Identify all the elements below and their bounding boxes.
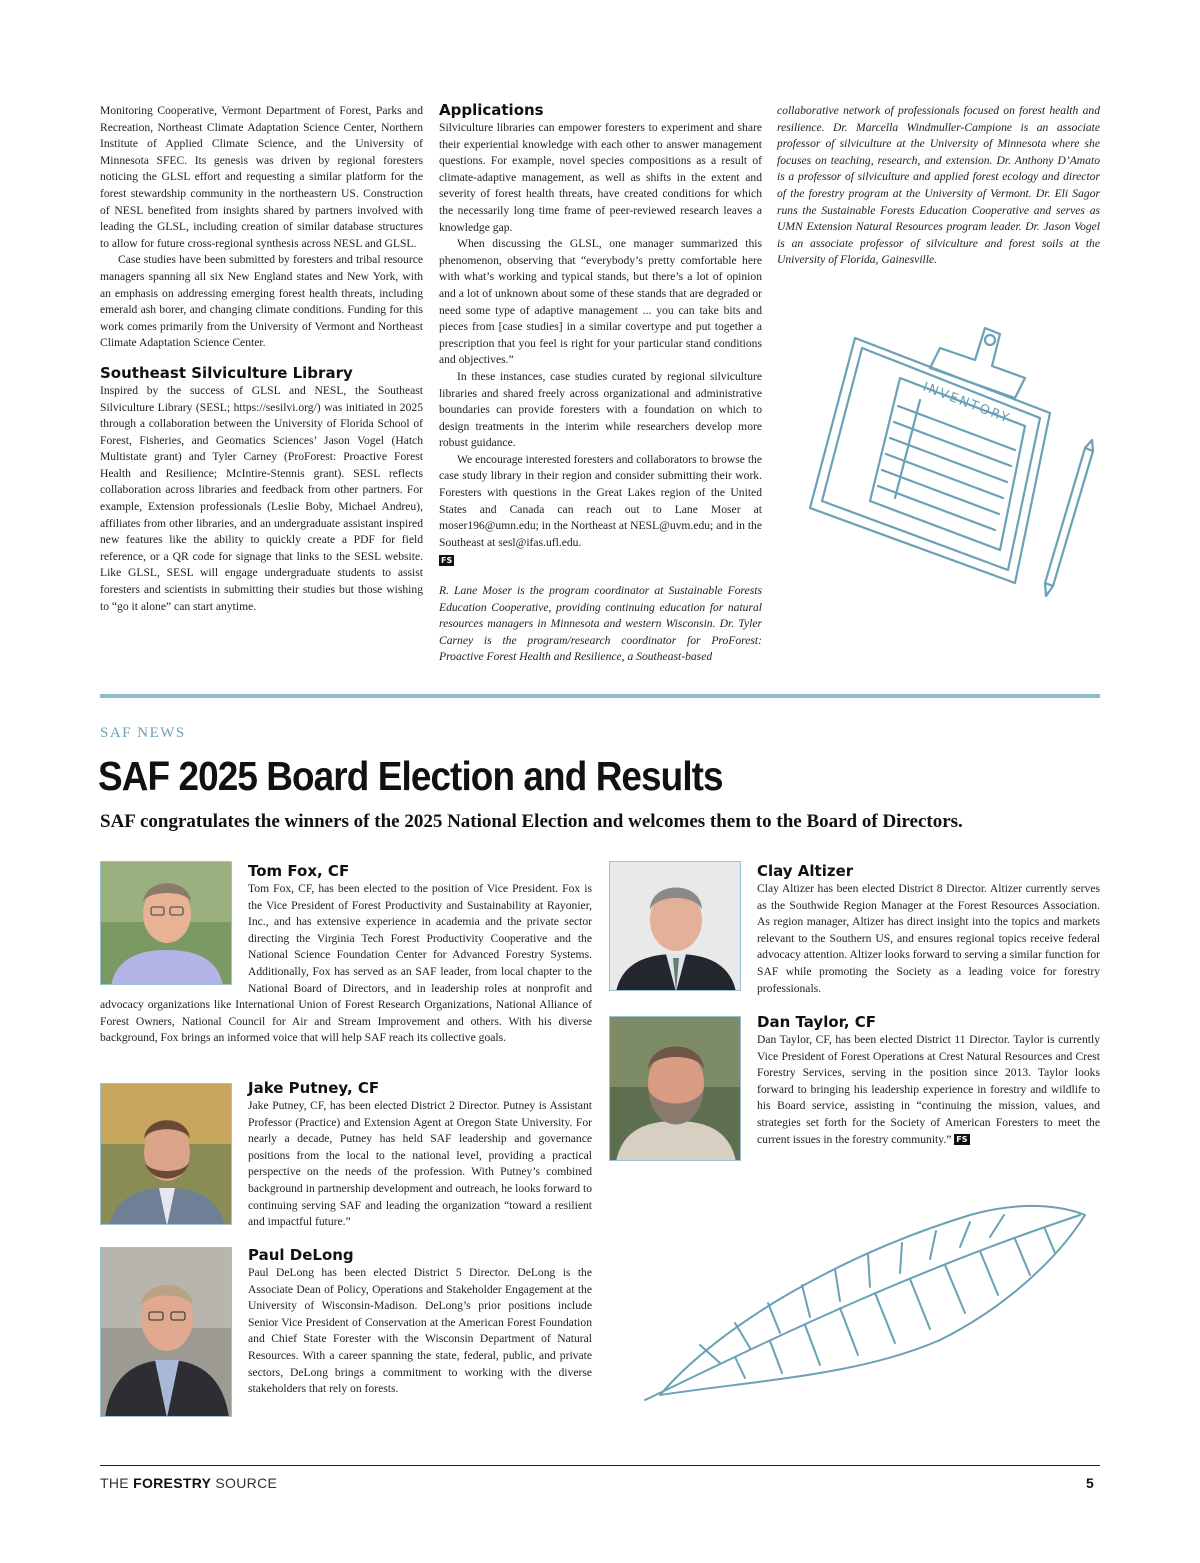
leaf-illustration <box>640 1195 1100 1405</box>
subheadline: SAF congratulates the winners of the 2025 National Election and welcomes them to the Board of Directors. <box>100 811 963 832</box>
jake-putney-bio <box>248 1078 592 1231</box>
clipboard-illustration <box>800 318 1100 598</box>
person-text: Dan Taylor, CF, has been elected District 11 Director. Taylor is currently Vice President of Forest Operations at Crest Natural Resources and Crest Forestry Services, serving in the position since 2013. Taylor looks forward to bringing his leadership experience in forestry and wildlife to his Board service, assisting in “continuing the mission, values, and strategies set forth for the Society of American Foresters to meet the current issues in the forestry community.” <box>757 1033 1100 1146</box>
footer-source: SOURCE <box>215 1475 278 1491</box>
person-text: Clay Altizer has been elected District 8 Director. Altizer currently serves as the Southwide Region Manager at the Forest Resources Association. As region manager, Altizer has direct insight into the topics and markets relevant to the Southern US, and ensures regional topics receive federal advocacy attention. Altizer looks forward to serving a similar function for SAF while promoting the Society as a leading voice for forestry professionals. <box>757 882 1100 995</box>
author-bio: R. Lane Moser is the program coordinator at Sustainable Forests Education Cooperative, providing continuing education for natural resources managers in Minnesota and western Wisconsin. Dr. Tyler Carney is the program/research coordinator for ProForest: Proactive Forest Health and Resilience, a Southeast-based <box>439 584 762 664</box>
paragraph: Case studies have been submitted by foresters and tribal resource managers spanning all six New England states and New York, with an emphasis on addressing emerging forest health threats, including emerald ash borer, and changing climate conditions. Funding for this work comes primarily from the University of Vermont and Northeast Climate Adaptation Science Center. <box>100 253 423 350</box>
paul-delong-photo <box>100 1247 232 1417</box>
page-headline: SAF 2025 Board Election and Results <box>98 753 723 799</box>
article-column-2 <box>439 100 762 666</box>
dan-taylor-bio <box>757 1012 1100 1148</box>
paragraph: Monitoring Cooperative, Vermont Department of Forest, Parks and Recreation, Northeast Climate Adaptation Science Center, Northern Institute of Applied Climate Science, and the University of Minnesota SFEC. Its genesis was driven by regional foresters noticing the GLSL effort and requesting a similar platform for the forest stewardship community in the northeastern US. Construction of NESL benefited from insights shared by partners involved with leading the GLSL, including creation of similar database structures to allow for future cross-regional synthesis across NESL and GLSL. <box>100 104 423 250</box>
person-name: Clay Altizer <box>757 862 854 880</box>
person-name: Tom Fox, CF <box>248 862 350 880</box>
paul-delong-bio <box>248 1245 592 1398</box>
paragraph: We encourage interested foresters and collaborators to browse the case study library in their region and consider submitting their work. Foresters with questions in the Great Lakes region of the United States and Canada can reach out to Lane Moser at moser196@umn.edu; in the Northeast at NESL@uvm.edu; and in the Southeast at sesl@ifas.ufl.edu. <box>439 452 762 549</box>
paragraph: Inspired by the success of GLSL and NESL, the Southeast Silviculture Library (SESL; https://sesilvi.org/) was initiated in 2025 through a collaboration between the University of Florida School of Forest, Fisheries, and Geomatics Sciences’ Jason Vogel (Hatch Multistate grant) and Tyler Carney (ProForest: Proactive Forest Health and Resilience; McIntire-Stennis grant). SESL reflects collaboration across libraries and feedback from other partners. For example, Extension professionals (Leslie Boby, Michael Andreu), affiliates from other libraries, and an undergraduate assistant inspired new features like the ability to quickly create a PDF for field reference, or a QR code for signage that links to the SESL website. Like GLSL, SESL will engage undergraduate students to assist foresters and scientists in submitting their studies but those wishing to “go it alone” can start anytime. <box>100 383 423 613</box>
section-kicker: SAF NEWS <box>100 725 186 741</box>
tom-fox-bio <box>100 861 592 1047</box>
end-badge: FS <box>441 556 453 566</box>
clay-altizer-bio <box>757 861 1100 997</box>
clay-altizer-photo <box>609 861 741 991</box>
end-badge: FS <box>956 1135 968 1145</box>
page-number: 5 <box>1086 1475 1094 1491</box>
dan-taylor-photo <box>609 1016 741 1161</box>
person-name: Jake Putney, CF <box>248 1079 380 1097</box>
person-text: Tom Fox, CF, has been elected to the position of Vice President. Fox is the Vice President of Forest Productivity and Sustainability at Rayonier, Inc., and has extensive experience in academia and the private sector directing the Virginia Tech Forest Productivity Cooperative and the National Science Foundation Center for Advanced Forestry Systems. Additionally, Fox has served as an SAF leader, from local chapter to the National Board of Directors, and in leadership roles at nonprofit and advocacy organizations like International Union of Forest Research Organizations, National Alliance of Forest Owners, National Council for Air and Stream Improvement and others. With his diverse background, Fox brings an informed voice that will help SAF reach its collective goals. <box>100 882 592 1045</box>
paragraph: Silviculture libraries can empower foresters to experiment and share their experiential knowledge with each other to answer management questions. For example, novel species compositions as a result of climate-adaptive management, as well as shifts in the extent and severity of forest health threats, have created conditions for which the necessarily long time frame of peer-reviewed research leaves a knowledge gap. <box>439 121 762 234</box>
person-name: Dan Taylor, CF <box>757 1013 877 1031</box>
clipboard-label: INVENTORY <box>920 379 1013 427</box>
section-heading: Applications <box>439 101 544 119</box>
article-column-1 <box>100 103 423 615</box>
section-divider <box>100 694 1100 698</box>
paragraph: When discussing the GLSL, one manager summarized this phenomenon, observing that “everybody’s pretty comfortable here with what’s working and typical stands, but there’s a lot of opinion and a lot of unknown about some of these stands that are degraded or need some type of adaptive management ... you can take bits and pieces from [case studies] in a similar covertype and put together a prescription that you feel is right for your particular stand conditions and objectives.” <box>439 237 762 367</box>
person-text: Paul DeLong has been elected District 5 Director. DeLong is the Associate Dean of Policy, Operations and Stakeholder Engagement at the University of Wisconsin-Madison. DeLong’s prior positions include Senior Vice President of Conservation at the American Forest Foundation and Chief State Forester with the Wisconsin Department of Natural Resources. With a career spanning the state, federal, public, and private sectors, DeLong brings a commitment to working with the diverse stakeholders that rely on forests. <box>248 1266 592 1396</box>
section-heading: Southeast Silviculture Library <box>100 363 353 382</box>
article-column-3 <box>777 103 1100 269</box>
publication-title <box>100 1475 277 1491</box>
paragraph: In these instances, case studies curated by regional silviculture libraries and shared freely across organizational and administrative boundaries can provide foresters with a foundation on which to design treatments in the interim while researchers develop more robust guidance. <box>439 369 762 450</box>
footer-the: THE <box>100 1475 129 1491</box>
jake-putney-photo <box>100 1083 232 1225</box>
footer-rule <box>100 1465 1100 1466</box>
author-bio: collaborative network of professionals focused on forest health and resilience. Dr. Marcella Windmuller-Campione is an associate professor of silviculture at the University of Minnesota where she focuses on teaching, research, and extension. Dr. Anthony D’Amato is a professor of silviculture and applied forest ecology and director of the forestry program at the University of Vermont. Dr. Eli Sagor runs the Sustainable Forests Education Cooperative and serves as UMN Extension Natural Resources program leader. Dr. Jason Vogel is an associate professor of silviculture and forest soils at the University of Florida, Gainesville. <box>777 104 1100 267</box>
person-name: Paul DeLong <box>248 1246 354 1264</box>
person-text: Jake Putney, CF, has been elected District 2 Director. Putney is Assistant Professor (Practice) and Extension Agent at Oregon State University. For nearly a decade, Putney has held SAF leadership and governance positions from the local to the national level, providing a practical perspective on the needs of the profession. With Putney’s combined background in partnership development and outreach, he looks forward to continuing serving SAF and leading the organization “toward a resilient and impactful future.” <box>248 1099 592 1229</box>
footer-forestry: FORESTRY <box>133 1475 212 1491</box>
